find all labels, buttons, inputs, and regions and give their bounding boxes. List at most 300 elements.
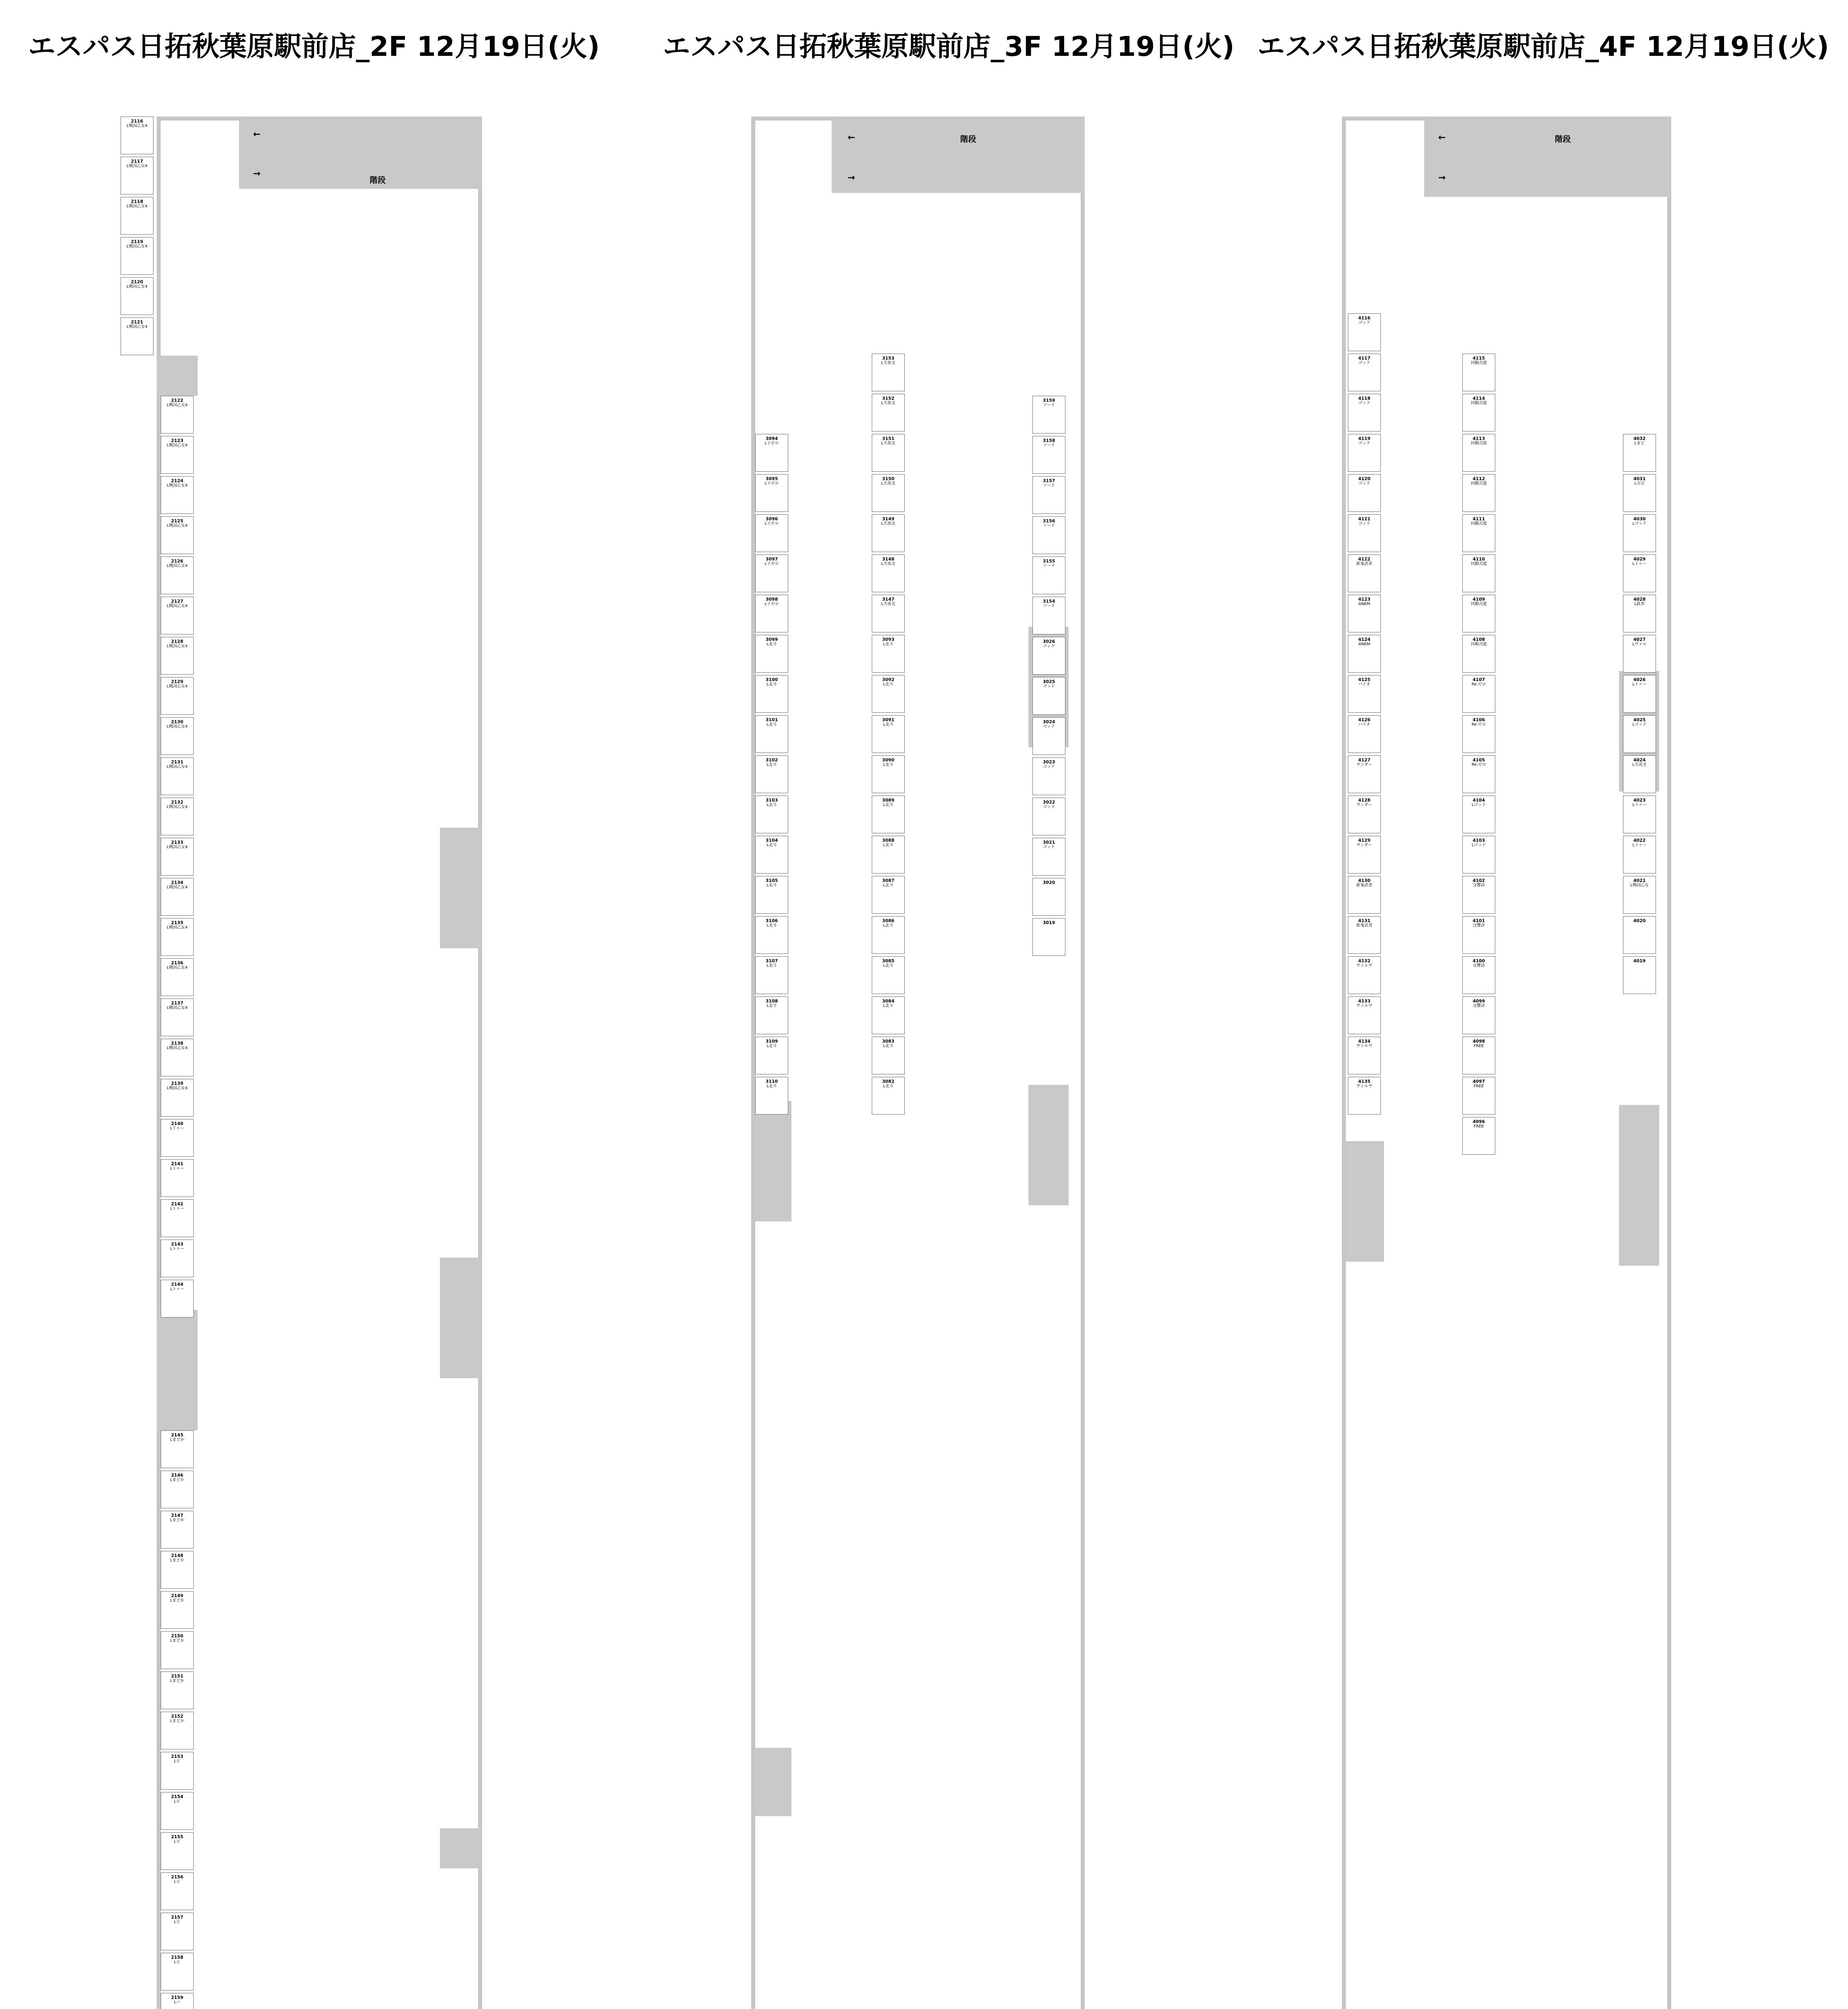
machine-name: Lまどか [170, 1438, 184, 1442]
machine-name: L戦国乙女4 [167, 1006, 188, 1010]
machine-cell [1032, 516, 1065, 554]
machine-number: 2128 [171, 639, 184, 644]
machine-name: L戦国乙女4 [167, 483, 188, 488]
machine-number: 4021 [1633, 878, 1646, 883]
machine-number: 3100 [765, 677, 778, 682]
machine-name: サンダー [1356, 843, 1372, 847]
machine-cell [1348, 313, 1381, 351]
machine-name: サンダー [1356, 763, 1372, 767]
machine-cell [1348, 675, 1381, 713]
machine-cell [161, 1280, 194, 1318]
machine-number: 4130 [1358, 878, 1371, 883]
machine-cell [1623, 514, 1656, 552]
machine-cell [755, 715, 788, 753]
machine-name: 新鬼武者 [1356, 923, 1372, 928]
machine-name: ゴッド [1358, 401, 1370, 405]
machine-cell [1032, 476, 1065, 514]
machine-number: 3092 [882, 677, 895, 682]
machine-name: Lトゥー [170, 1247, 184, 1251]
machine-number: 3022 [1043, 800, 1055, 805]
machine-number: 2129 [171, 679, 184, 684]
machine-name: Lリゼロ [765, 441, 779, 446]
machine-name: L戦国乙女4 [167, 564, 188, 568]
machine-cell [755, 434, 788, 472]
machine-cell [1462, 394, 1495, 432]
machine-name: L北斗 [883, 642, 893, 646]
machine-cell [1348, 474, 1381, 512]
machine-number: 3157 [1043, 478, 1055, 483]
machine-cell [1032, 677, 1065, 715]
machine-cell [1623, 675, 1656, 713]
machine-name: バイオ [1358, 682, 1370, 687]
machine-cell [1623, 635, 1656, 673]
machine-cell [1348, 916, 1381, 954]
arrow-left-icon: ← [253, 129, 261, 139]
machine-name: L戦国乙女4 [127, 164, 147, 168]
machine-name: 新鬼武者 [1356, 562, 1372, 566]
machine-number: 3102 [765, 757, 778, 763]
machine-number: 2139 [171, 1081, 184, 1086]
aisle-block [440, 828, 481, 948]
floor-wall [157, 117, 482, 2009]
machine-cell [872, 1037, 905, 1074]
machine-cell [1623, 715, 1656, 753]
machine-name: 回胴式遊 [1471, 562, 1487, 566]
machine-cell [1348, 595, 1381, 632]
machine-name: L北斗 [883, 964, 893, 968]
machine-number: 3020 [1043, 880, 1055, 885]
machine-name: L戦国乙女4 [167, 403, 188, 407]
machine-cell [755, 796, 788, 833]
machine-number: 4128 [1358, 798, 1371, 803]
machine-number: 4135 [1358, 1079, 1371, 1084]
machine-name: 回胴式遊 [1471, 361, 1487, 365]
machine-cell [872, 554, 905, 592]
machine-name: FREE [1474, 1084, 1484, 1088]
machine-number: 4115 [1472, 356, 1485, 361]
machine-cell [161, 757, 194, 795]
machine-number: 2141 [171, 1161, 184, 1166]
machine-cell [1032, 918, 1065, 956]
machine-number: 3083 [882, 1039, 895, 1044]
machine-number: 3109 [765, 1039, 778, 1044]
machine-name: Lビ [174, 1920, 180, 1924]
machine-number: 4121 [1358, 516, 1371, 522]
machine-cell [1462, 434, 1495, 472]
machine-number: 2119 [131, 239, 143, 244]
machine-number: 4134 [1358, 1039, 1371, 1044]
machine-number: 2155 [171, 1834, 184, 1839]
machine-cell [1348, 554, 1381, 592]
machine-number: 3023 [1043, 759, 1055, 765]
machine-name: L戦国乙女4 [167, 524, 188, 528]
machine-cell [872, 996, 905, 1034]
machine-name: Lトゥー [1632, 562, 1647, 566]
machine-cell [872, 876, 905, 914]
machine-number: 2151 [171, 1673, 184, 1679]
machine-number: 4099 [1472, 998, 1485, 1004]
machine-name: L犬夜叉 [1632, 763, 1647, 767]
machine-cell [161, 637, 194, 675]
machine-number: 4105 [1472, 757, 1485, 763]
aisle-block [157, 356, 198, 396]
machine-number: 2116 [131, 119, 143, 124]
machine-name: 回胴式遊 [1471, 642, 1487, 646]
machine-name: L戦国乙女4 [167, 765, 188, 769]
machine-number: 4026 [1633, 677, 1646, 682]
machine-number: 4119 [1358, 436, 1371, 441]
machine-cell [1348, 796, 1381, 833]
machine-number: 2156 [171, 1874, 184, 1880]
machine-number: 2158 [171, 1955, 184, 1960]
machine-name: Lトゥー [1632, 843, 1647, 847]
machine-number: 3091 [882, 717, 895, 722]
machine-cell [1623, 595, 1656, 632]
machine-cell [161, 1039, 194, 1076]
machine-name: L戦国乙女4 [167, 644, 188, 649]
machine-name: L北斗 [883, 722, 893, 727]
machine-cell [161, 476, 194, 514]
machine-name: L北斗 [767, 682, 777, 687]
machine-name: Re:ゼロ [1471, 722, 1486, 727]
machine-name: Lトゥー [170, 1166, 184, 1171]
machine-number: 4133 [1358, 998, 1371, 1004]
machine-cell [1623, 876, 1656, 914]
machine-number: 4030 [1633, 516, 1646, 522]
machine-cell [755, 1077, 788, 1115]
machine-number: 4110 [1472, 556, 1485, 562]
machine-name: Lまど [1634, 441, 1645, 446]
machine-number: 3103 [765, 798, 778, 803]
machine-cell [755, 554, 788, 592]
machine-name: 交響詩 [1473, 964, 1485, 968]
machine-cell [121, 197, 153, 235]
machine-number: 3094 [765, 436, 778, 441]
machine-number: 3099 [765, 637, 778, 642]
aisle-block [1619, 1105, 1659, 1266]
machine-number: 4113 [1472, 436, 1485, 441]
machine-cell [755, 635, 788, 673]
machine-number: 3151 [882, 436, 895, 441]
machine-number: 3106 [765, 918, 778, 923]
arrow-right-icon: → [848, 173, 855, 183]
machine-cell [161, 1079, 194, 1117]
machine-cell [1462, 796, 1495, 833]
machine-name: FREE [1474, 1044, 1484, 1048]
machine-name: L北斗 [767, 1044, 777, 1048]
machine-name: FREE [1474, 1124, 1484, 1129]
aisle-block [755, 1101, 791, 1221]
machine-name: L北斗 [883, 1004, 893, 1008]
machine-number: 3093 [882, 637, 895, 642]
machine-number: 2117 [131, 159, 143, 164]
machine-cell [1462, 1077, 1495, 1115]
machine-cell [1348, 1077, 1381, 1115]
machine-cell [1462, 595, 1495, 632]
machine-name: Re:ゼロ [1471, 763, 1486, 767]
machine-cell [161, 1199, 194, 1237]
machine-cell [755, 956, 788, 994]
machine-name: Lビ [174, 1960, 180, 1964]
machine-cell [1032, 838, 1065, 876]
machine-name: L北斗 [767, 642, 777, 646]
machine-name: ソード [1043, 483, 1055, 488]
machine-cell [1462, 554, 1495, 592]
machine-number: 4019 [1633, 958, 1646, 964]
machine-name: L犬夜叉 [881, 361, 895, 365]
machine-number: 4106 [1472, 717, 1485, 722]
machine-number: 2154 [171, 1794, 184, 1799]
machine-number: 4107 [1472, 677, 1485, 682]
machine-name: L北斗 [767, 923, 777, 928]
machine-number: 4109 [1472, 597, 1485, 602]
machine-cell [872, 916, 905, 954]
machine-name: ヴァルヴ [1356, 1084, 1372, 1088]
machine-number: 2144 [171, 1282, 184, 1287]
machine-name: L戦国乙女4 [167, 604, 188, 608]
machine-cell [1032, 878, 1065, 916]
machine-name: ゴッド [1358, 522, 1370, 526]
machine-name: Lまどか [170, 1478, 184, 1482]
machine-number: 2132 [171, 800, 184, 805]
machine-cell [1348, 715, 1381, 753]
machine-name: L北斗 [767, 964, 777, 968]
machine-name: 新鬼武者 [1356, 883, 1372, 888]
machine-number: 3152 [882, 396, 895, 401]
machine-cell [161, 556, 194, 594]
machine-name: Lゴッド [1632, 722, 1647, 727]
machine-number: 4129 [1358, 838, 1371, 843]
machine-cell [1348, 836, 1381, 874]
machine-name: ヴァルヴ [1356, 1004, 1372, 1008]
floor-title: エスパス日拓秋葉原駅前店_4F 12月19日(火) [1257, 31, 1829, 63]
machine-cell [161, 436, 194, 474]
machine-number: 3107 [765, 958, 778, 964]
machine-name: ゴッド [1043, 765, 1055, 769]
machine-number: 3159 [1043, 398, 1055, 403]
aisle-block [1028, 1085, 1069, 1205]
machine-number: 2123 [171, 438, 184, 443]
machine-cell [872, 836, 905, 874]
machine-number: 3110 [765, 1079, 778, 1084]
machine-number: 2152 [171, 1714, 184, 1719]
machine-number: 3026 [1043, 639, 1055, 644]
machine-name: L戦国乙女4 [167, 845, 188, 849]
machine-name: Lリゼロ [765, 562, 779, 566]
machine-name: ソード [1043, 443, 1055, 448]
floor-title: エスパス日拓秋葉原駅前店_3F 12月19日(火) [663, 31, 1235, 63]
machine-name: Re:ゼロ [1471, 682, 1486, 687]
machine-number: 4118 [1358, 396, 1371, 401]
machine-name: L北斗 [767, 803, 777, 807]
machine-number: 3024 [1043, 719, 1055, 724]
machine-cell [755, 514, 788, 552]
machine-name: ゴッド [1043, 644, 1055, 649]
machine-number: 3149 [882, 516, 895, 522]
machine-cell [1348, 635, 1381, 673]
machine-cell [161, 1953, 194, 1991]
machine-number: 3085 [882, 958, 895, 964]
machine-number: 3108 [765, 998, 778, 1004]
machine-cell [1462, 474, 1495, 512]
machine-name: ゴッド [1358, 481, 1370, 486]
machine-number: 3082 [882, 1079, 895, 1084]
machine-number: 2159 [171, 1995, 184, 2000]
machine-number: 4114 [1472, 396, 1485, 401]
machine-name: L戦国乙女4 [127, 124, 147, 128]
aisle-block [157, 1310, 198, 1430]
machine-name: L犬夜叉 [881, 481, 895, 486]
machine-cell [161, 1913, 194, 1950]
machine-name: Lゴッド [1472, 843, 1486, 847]
machine-name: L犬夜叉 [881, 401, 895, 405]
machine-name: ゴッド [1358, 321, 1370, 325]
machine-name: L戦国乙女4 [167, 724, 188, 729]
machine-name: L北斗 [767, 1004, 777, 1008]
machine-cell [121, 277, 153, 315]
machine-cell [161, 1240, 194, 1277]
machine-name: ゴッド [1358, 361, 1370, 365]
machine-number: 3019 [1043, 920, 1055, 925]
machine-cell [872, 394, 905, 432]
machine-cell [1462, 996, 1495, 1034]
machine-cell [1032, 396, 1065, 434]
machine-name: Lトゥー [1632, 682, 1647, 687]
machine-name: L犬夜叉 [881, 522, 895, 526]
machine-name: Lヴァル [1632, 642, 1647, 646]
machine-cell [1462, 1037, 1495, 1074]
machine-name: Lトゥー [170, 1287, 184, 1291]
machine-name: L北斗 [883, 843, 893, 847]
machine-cell [1462, 916, 1495, 954]
machine-number: 2118 [131, 199, 143, 204]
machine-number: 4132 [1358, 958, 1371, 964]
machine-number: 2143 [171, 1242, 184, 1247]
arrow-left-icon: ← [1438, 133, 1446, 143]
machine-name: 回胴式遊 [1471, 481, 1487, 486]
machine-name: 交響詩 [1473, 1004, 1485, 1008]
machine-cell [1348, 434, 1381, 472]
machine-name: ゴッド [1043, 805, 1055, 809]
machine-name: Lまどか [170, 1598, 184, 1603]
machine-name: L戦国乙女4 [167, 885, 188, 890]
aisle-block [440, 1258, 481, 1378]
machine-number: 2140 [171, 1121, 184, 1126]
machine-name: Lまどか [170, 1558, 184, 1563]
machine-number: 4108 [1472, 637, 1485, 642]
machine-name: Lゴッド [1472, 803, 1486, 807]
machine-number: 4101 [1472, 918, 1485, 923]
machine-cell [161, 516, 194, 554]
machine-name: L戦国乙女4 [127, 244, 147, 249]
machine-name: L北斗 [767, 843, 777, 847]
machine-number: 2136 [171, 960, 184, 966]
machine-cell [161, 918, 194, 956]
machine-cell [161, 1430, 194, 1468]
machine-cell [1462, 1117, 1495, 1155]
floor-title: エスパス日拓秋葉原駅前店_2F 12月19日(火) [28, 31, 600, 63]
machine-cell [161, 1551, 194, 1589]
machine-number: 2153 [171, 1754, 184, 1759]
machine-cell [872, 354, 905, 391]
machine-number: 3101 [765, 717, 778, 722]
machine-cell [1462, 836, 1495, 874]
machine-cell [1462, 715, 1495, 753]
machine-number: 4117 [1358, 356, 1371, 361]
machine-name: ANEM [1358, 642, 1370, 646]
machine-number: 3084 [882, 998, 895, 1004]
machine-cell [161, 1511, 194, 1549]
stair-label: 階段 [370, 175, 386, 185]
machine-cell [1462, 354, 1495, 391]
machine-cell [872, 675, 905, 713]
machine-number: 4022 [1633, 838, 1646, 843]
machine-cell [161, 1752, 194, 1790]
machine-number: 3090 [882, 757, 895, 763]
machine-cell [1348, 876, 1381, 914]
stair-area [1424, 117, 1671, 197]
machine-number: 2122 [171, 398, 184, 403]
machine-name: Lゴッド [1632, 522, 1647, 526]
machine-number: 3156 [1043, 518, 1055, 524]
machine-cell [1348, 1037, 1381, 1074]
machine-number: 4024 [1633, 757, 1646, 763]
machine-number: 4125 [1358, 677, 1371, 682]
machine-cell [161, 396, 194, 434]
machine-number: 3021 [1043, 840, 1055, 845]
arrow-right-icon: → [1438, 173, 1446, 183]
machine-name: ゴッド [1043, 684, 1055, 689]
machine-cell [755, 595, 788, 632]
machine-cell [1348, 996, 1381, 1034]
machine-name: L北斗 [883, 1044, 893, 1048]
machine-name: Lリゼロ [765, 602, 779, 606]
machine-number: 2148 [171, 1553, 184, 1558]
machine-cell [1623, 916, 1656, 954]
machine-name: ソード [1043, 564, 1055, 568]
machine-number: 4102 [1472, 878, 1485, 883]
stair-label: 階段 [1555, 134, 1571, 144]
machine-cell [872, 635, 905, 673]
machine-cell [1623, 796, 1656, 833]
machine-cell [755, 916, 788, 954]
machine-cell [1032, 757, 1065, 795]
machine-number: 4096 [1472, 1119, 1485, 1124]
machine-name: バイオ [1358, 722, 1370, 727]
machine-number: 4029 [1633, 556, 1646, 562]
machine-cell [1462, 514, 1495, 552]
machine-number: 2124 [171, 478, 184, 483]
machine-number: 4025 [1633, 717, 1646, 722]
machine-cell [755, 474, 788, 512]
machine-name: 交響詩 [1473, 923, 1485, 928]
machine-name: L戦国乙女4 [167, 1046, 188, 1050]
arrow-left-icon: ← [848, 133, 855, 143]
machine-name: Lまどか [170, 1518, 184, 1522]
machine-name: L戦国乙女4 [167, 1086, 188, 1090]
machine-name: L戦国乙女4 [127, 204, 147, 209]
machine-cell [161, 1792, 194, 1830]
machine-name: L北斗 [883, 682, 893, 687]
machine-cell [1462, 876, 1495, 914]
machine-number: 3096 [765, 516, 778, 522]
machine-cell [1623, 434, 1656, 472]
stair-area [832, 117, 1085, 193]
machine-cell [1032, 798, 1065, 835]
machine-number: 3098 [765, 597, 778, 602]
machine-cell [161, 838, 194, 876]
machine-cell [1032, 597, 1065, 634]
